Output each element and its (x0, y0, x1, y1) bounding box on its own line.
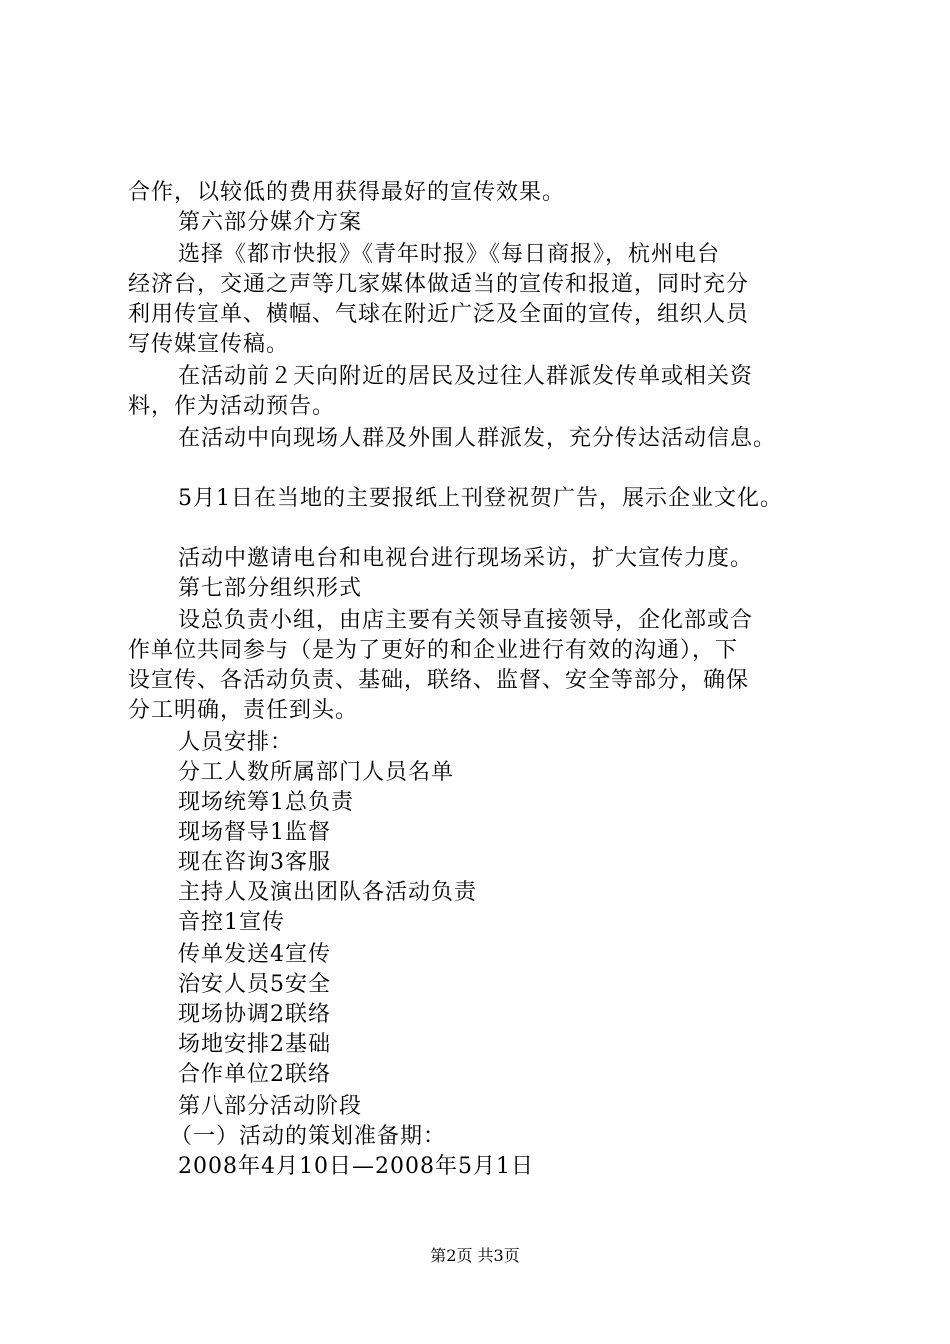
staff-row: 现场统筹1总负责 (178, 790, 354, 815)
staff-table-header: 分工人数所属部门人员名单 (178, 760, 455, 785)
text-line: 料，作为活动预告。 (128, 394, 336, 419)
text-line: 5月1日在当地的主要报纸上刊登祝贺广告，展示企业文化。 (178, 486, 783, 511)
staff-row: 现场督导1监督 (178, 820, 331, 845)
section-heading: 第七部分组织形式 (178, 576, 363, 601)
staff-row: 传单发送4宣传 (178, 942, 331, 967)
staff-row: 合作单位2联络 (178, 1062, 331, 1087)
staff-row: 现在咨询3客服 (178, 850, 331, 875)
text-line: 写传媒宣传稿。 (128, 332, 290, 357)
text-line: 人员安排： (178, 730, 294, 755)
text-line: 设宣传、各活动负责、基础，联络、监督、安全等部分，确保 (128, 668, 750, 693)
text-line: 分工明确，责任到头。 (128, 698, 359, 723)
staff-row: 音控1宣传 (178, 910, 285, 935)
text-line: 利用传宣单、横幅、气球在附近广泛及全面的宣传，组织人员 (128, 302, 750, 327)
section-heading: 第六部分媒介方案 (178, 210, 363, 235)
page-footer: 第2页 共3页 (430, 1246, 520, 1265)
subsection-heading: （一）活动的策划准备期： (170, 1124, 447, 1149)
staff-row: 现场协调2联络 (178, 1002, 331, 1027)
text-line: 经济台，交通之声等几家媒体做适当的宣传和报道，同时充分 (128, 272, 750, 297)
text-line: 设总负责小组，由店主要有关领导直接领导，企化部或合 (178, 608, 754, 633)
staff-row: 治安人员5安全 (178, 972, 331, 997)
text-line: 合作，以较低的费用获得最好的宣传效果。 (128, 180, 566, 205)
staff-row: 场地安排2基础 (178, 1032, 331, 1057)
text-line: 选择《都市快报》《青年时报》《每日商报》，杭州电台 (178, 242, 721, 267)
text-line: 作单位共同参与（是为了更好的和企业进行有效的沟通），下 (128, 638, 739, 663)
text-line: 在活动中向现场人群及外围人群派发，充分传达活动信息。 (178, 426, 777, 451)
section-heading: 第八部分活动阶段 (178, 1094, 363, 1119)
text-line: 在活动前２天向附近的居民及过往人群派发传单或相关资 (178, 364, 754, 389)
text-line: 活动中邀请电台和电视台进行现场采访，扩大宣传力度。 (178, 546, 754, 571)
staff-row: 主持人及演出团队各活动负责 (178, 880, 478, 905)
date-range: 2008年4月10日—2008年5月1日 (178, 1154, 534, 1179)
